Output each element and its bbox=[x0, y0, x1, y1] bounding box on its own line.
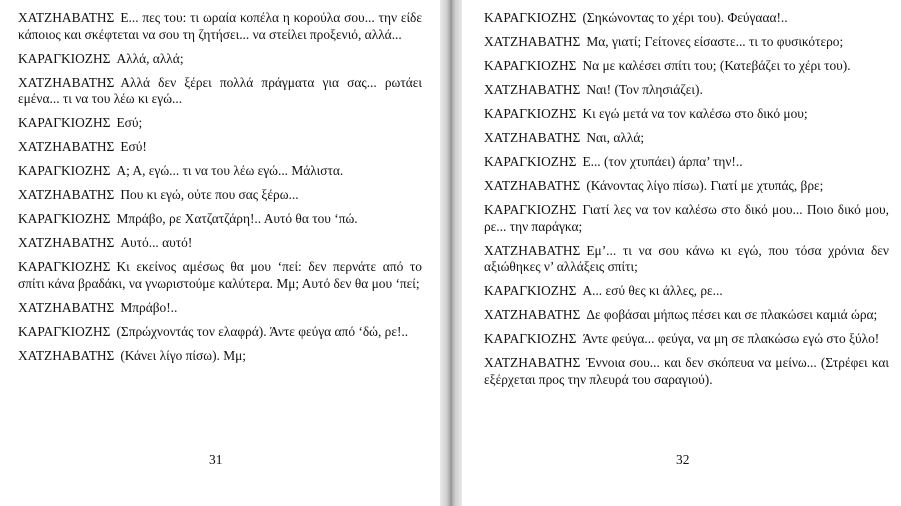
dialogue-text: Κι εγώ μετά να τον καλέσω στο δικό μου; bbox=[582, 106, 808, 121]
dialogue-text: Εσύ; bbox=[116, 115, 143, 130]
right-page-text bbox=[484, 10, 889, 388]
dialogue-line bbox=[18, 51, 422, 68]
dialogue-text: (Σηκώνοντας το χέρι του). Φεύγααα!.. bbox=[582, 10, 788, 25]
speaker-name: ΚΑΡΑΓΚΙΟΖΗΣ bbox=[484, 283, 577, 298]
dialogue-text: Που κι εγώ, ούτε που σας ξέρω... bbox=[120, 187, 299, 202]
speaker-name: ΚΑΡΑΓΚΙΟΖΗΣ bbox=[484, 154, 577, 169]
dialogue-line bbox=[18, 324, 422, 341]
dialogue-text: Ε... (τον χτυπάει) άρπα’ την!.. bbox=[582, 154, 743, 169]
speaker-name: ΧΑΤΖΗΑΒΑΤΗΣ bbox=[18, 347, 115, 363]
dialogue-line bbox=[18, 211, 422, 228]
dialogue-line bbox=[484, 283, 889, 300]
dialogue-text: Μπράβο!.. bbox=[120, 299, 178, 315]
dialogue-text: Κι εκείνος αμέσως θα μου ‘πεί: δεν περνάτε από το σπίτι κάνα βραδάκι, να γνωριστούμε καλύτερα. Μμ; Αυτό δεν θα μου ‘πεί; bbox=[18, 259, 422, 291]
dialogue-line bbox=[484, 202, 889, 235]
dialogue-line bbox=[484, 34, 889, 51]
dialogue-line bbox=[484, 331, 889, 348]
page-number: 32 bbox=[676, 452, 690, 467]
speaker-name: ΧΑΤΖΗΑΒΑΤΗΣ bbox=[484, 242, 581, 258]
dialogue-text: Να με καλέσει σπίτι του; (Κατεβάζει το χέρι του). bbox=[582, 58, 851, 73]
dialogue-text: Ναι, αλλά; bbox=[586, 130, 645, 145]
dialogue-text: (Σπρώχνοντάς τον ελαφρά). Άντε φεύγα από ‘δώ, ρε!.. bbox=[116, 323, 409, 339]
dialogue-line bbox=[18, 259, 422, 292]
dialogue-text: Αλλά δεν ξέρει πολλά πράγματα για σας... ρωτάει εμένα... τι να του λέω κι εγώ... bbox=[18, 74, 422, 106]
dialogue-text: Γιατί λες να τον καλέσω στο δικό μου... Ποιο δικό μου, ρε... την παράγκα; bbox=[484, 202, 889, 234]
speaker-name: ΧΑΤΖΗΑΒΑΤΗΣ bbox=[484, 130, 581, 145]
speaker-name: ΧΑΤΖΗΑΒΑΤΗΣ bbox=[484, 34, 581, 49]
speaker-name: ΚΑΡΑΓΚΙΟΖΗΣ bbox=[18, 211, 111, 226]
speaker-name: ΧΑΤΖΗΑΒΑΤΗΣ bbox=[18, 235, 115, 250]
dialogue-line bbox=[18, 348, 422, 365]
dialogue-line bbox=[18, 163, 422, 180]
speaker-name: ΚΑΡΑΓΚΙΟΖΗΣ bbox=[18, 115, 111, 130]
speaker-name: ΧΑΤΖΗΑΒΑΤΗΣ bbox=[18, 187, 115, 202]
dialogue-line bbox=[484, 82, 889, 99]
dialogue-line bbox=[484, 58, 889, 75]
dialogue-line bbox=[484, 106, 889, 123]
speaker-name: ΧΑΤΖΗΑΒΑΤΗΣ bbox=[18, 139, 115, 154]
dialogue-text: (Κάνοντας λίγο πίσω). Γιατί με χτυπάς, βρε; bbox=[586, 178, 824, 193]
speaker-name: ΧΑΤΖΗΑΒΑΤΗΣ bbox=[18, 299, 115, 315]
speaker-name: ΧΑΤΖΗΑΒΑΤΗΣ bbox=[18, 10, 115, 25]
dialogue-line bbox=[18, 10, 422, 43]
speaker-name: ΚΑΡΑΓΚΙΟΖΗΣ bbox=[484, 331, 577, 346]
dialogue-text: Δε φοβάσαι μήπως πέσει και σε πλακώσει καμιά ώρα; bbox=[586, 307, 878, 322]
dialogue-text: Μα, γιατί; Γείτονες είσαστε... τι το φυσικότερο; bbox=[586, 34, 844, 49]
speaker-name: ΧΑΤΖΗΑΒΑΤΗΣ bbox=[484, 82, 581, 97]
dialogue-text: Α; Α, εγώ... τι να του λέω εγώ... Μάλιστα. bbox=[116, 163, 344, 178]
dialogue-text: Ε... πες του: τι ωραία κοπέλα η κορούλα σου... την είδε κάποιος και σκέφτεται να σου τη ζητήσει... να στείλει προξενιό, αλλά... bbox=[18, 10, 422, 42]
speaker-name: ΧΑΤΖΗΑΒΑΤΗΣ bbox=[484, 178, 581, 193]
dialogue-text: Α... εσύ θες κι άλλες, ρε... bbox=[582, 283, 723, 298]
speaker-name: ΧΑΤΖΗΑΒΑΤΗΣ bbox=[484, 307, 581, 322]
book-gutter bbox=[440, 0, 462, 506]
dialogue-text: Άντε φεύγα... φεύγα, να μη σε πλακώσω εγώ στο ξύλο! bbox=[582, 331, 880, 346]
speaker-name: ΚΑΡΑΓΚΙΟΖΗΣ bbox=[18, 163, 111, 178]
dialogue-line bbox=[484, 130, 889, 147]
speaker-name: ΚΑΡΑΓΚΙΟΖΗΣ bbox=[484, 106, 577, 121]
dialogue-line bbox=[18, 139, 422, 156]
dialogue-line bbox=[484, 178, 889, 195]
dialogue-text: Εσύ! bbox=[120, 139, 147, 154]
speaker-name: ΚΑΡΑΓΚΙΟΖΗΣ bbox=[18, 259, 111, 274]
dialogue-text: Ναι! (Τον πλησιάζει). bbox=[586, 82, 703, 97]
left-page-text bbox=[18, 10, 422, 364]
dialogue-text: Μπράβο, ρε Χατζατζάρη!.. Αυτό θα του ‘πώ. bbox=[116, 211, 358, 226]
dialogue-line bbox=[18, 75, 422, 108]
speaker-name: ΚΑΡΑΓΚΙΟΖΗΣ bbox=[484, 58, 577, 73]
dialogue-text: Έννοια σου... και δεν σκόπευα να μείνω... (Στρέφει και εξέρχεται προς την πλευρά του σαραγιού). bbox=[484, 355, 889, 387]
dialogue-line bbox=[18, 187, 422, 204]
speaker-name: ΚΑΡΑΓΚΙΟΖΗΣ bbox=[484, 10, 577, 25]
dialogue-text: (Κάνει λίγο πίσω). Μμ; bbox=[120, 347, 247, 363]
left-page bbox=[0, 0, 440, 506]
dialogue-line bbox=[484, 355, 889, 388]
dialogue-line bbox=[484, 307, 889, 324]
dialogue-line bbox=[18, 300, 422, 317]
dialogue-line bbox=[484, 243, 889, 276]
dialogue-line bbox=[18, 235, 422, 252]
speaker-name: ΚΑΡΑΓΚΙΟΖΗΣ bbox=[18, 50, 111, 66]
dialogue-line bbox=[484, 10, 889, 27]
dialogue-line bbox=[484, 154, 889, 171]
speaker-name: ΚΑΡΑΓΚΙΟΖΗΣ bbox=[484, 202, 577, 217]
page-number: 31 bbox=[209, 452, 223, 467]
speaker-name: ΧΑΤΖΗΑΒΑΤΗΣ bbox=[18, 74, 115, 90]
dialogue-text: Αλλά, αλλά; bbox=[116, 50, 184, 66]
speaker-name: ΚΑΡΑΓΚΙΟΖΗΣ bbox=[18, 323, 111, 339]
dialogue-text: Εμ’... τι να σου κάνω κι εγώ, που τόσα χρόνια δεν αξιώθηκες ν’ αλλάξεις σπίτι; bbox=[484, 242, 889, 274]
dialogue-line bbox=[18, 115, 422, 132]
right-page bbox=[462, 0, 901, 506]
dialogue-text: Αυτό... αυτό! bbox=[120, 235, 193, 250]
speaker-name: ΧΑΤΖΗΑΒΑΤΗΣ bbox=[484, 355, 581, 370]
